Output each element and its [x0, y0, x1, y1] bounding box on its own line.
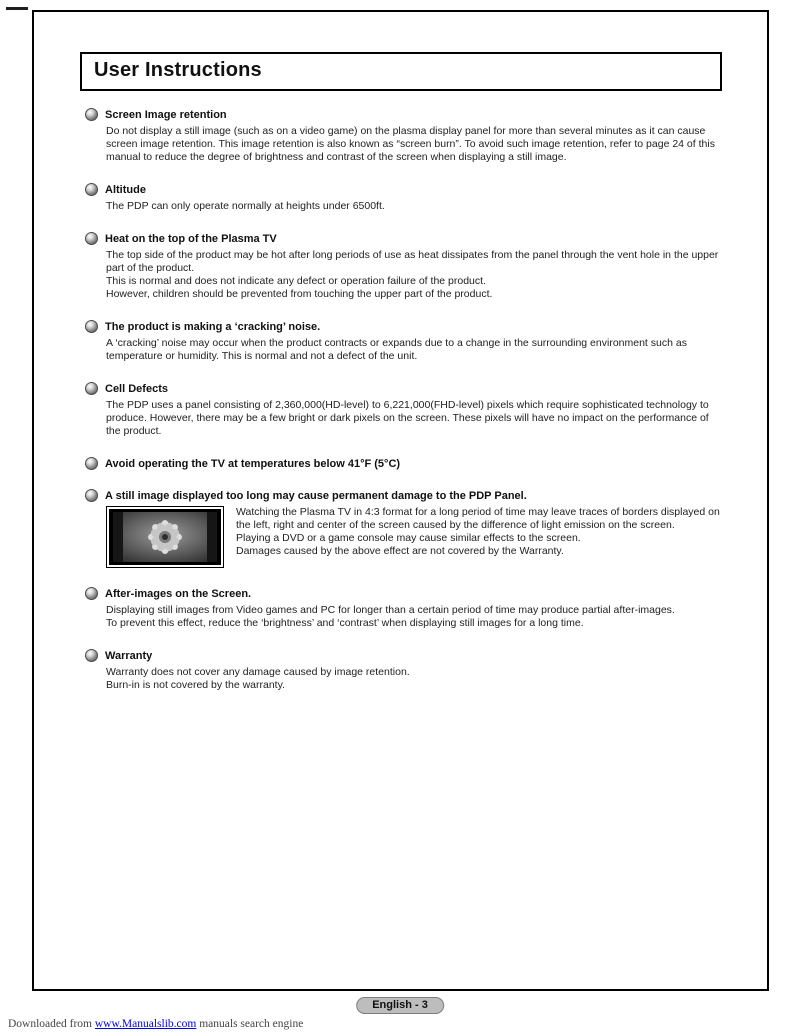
watermark-suffix: manuals search engine — [196, 1018, 304, 1030]
section-paragraphs — [106, 337, 723, 363]
section — [85, 108, 723, 164]
section-heading: Avoid operating the TV at temperatures below 41°F (5°C) — [105, 457, 401, 470]
sphere-bullet-icon — [85, 320, 98, 333]
section — [85, 489, 723, 568]
flower-photo-icon — [109, 509, 221, 565]
watermark-prefix: Downloaded from — [8, 1018, 95, 1030]
scan-mark — [6, 7, 28, 10]
page-frame — [32, 10, 769, 991]
section-head — [85, 587, 723, 600]
section — [85, 232, 723, 301]
section-heading: Screen Image retention — [105, 108, 227, 121]
section — [85, 382, 723, 438]
section-body — [106, 125, 723, 164]
paragraph: To prevent this effect, reduce the ‘brightness’ and ‘contrast’ when displaying still images for a long time. — [106, 617, 584, 629]
section — [85, 183, 723, 213]
sphere-bullet-icon — [85, 457, 98, 470]
section-body — [106, 337, 723, 363]
section-paragraphs — [106, 399, 723, 438]
page-title: User Instructions — [94, 59, 262, 81]
section-paragraphs — [106, 125, 723, 164]
paragraph: Do not display a still image (such as on a video game) on the plasma display panel for more than several minutes as it can cause screen image retention. This image retention is also known as “screen burn”. To avoid such image retention, refer to page 24 of this manual to reduce the degree of brightness and contrast of the screen when displaying a still image. — [106, 125, 715, 163]
section-heading: After-images on the Screen. — [105, 587, 252, 600]
sphere-bullet-icon — [85, 649, 98, 662]
section-head — [85, 457, 723, 470]
section-heading: Warranty — [105, 649, 153, 662]
paragraph: A ‘cracking’ noise may occur when the product contracts or expands due to a change in the surrounding environment such as temperature or humidity. This is normal and not a defect of the unit. — [106, 337, 687, 362]
section-head — [85, 108, 723, 121]
section-paragraphs — [106, 249, 723, 301]
section-paragraphs — [106, 200, 723, 213]
section-heading: Heat on the top of the Plasma TV — [105, 232, 277, 245]
paragraph: The PDP can only operate normally at heights under 6500ft. — [106, 200, 385, 212]
section-body — [106, 604, 723, 630]
paragraph: Damages caused by the above effect are not covered by the Warranty. — [236, 545, 564, 557]
section-paragraphs — [106, 604, 723, 630]
section-paragraphs — [236, 506, 723, 558]
section-heading: A still image displayed too long may cause permanent damage to the PDP Panel. — [105, 489, 527, 502]
section — [85, 649, 723, 692]
section-body — [106, 666, 723, 692]
sphere-bullet-icon — [85, 183, 98, 196]
paragraph: This is normal and does not indicate any defect or operation failure of the product. — [106, 275, 486, 287]
section-body — [106, 506, 723, 568]
paragraph: Displaying still images from Video games and PC for longer than a certain period of time may produce partial after-images. — [106, 604, 675, 616]
section — [85, 587, 723, 630]
section-body — [106, 249, 723, 301]
sphere-bullet-icon — [85, 489, 98, 502]
sections — [85, 108, 723, 692]
page-number-badge: English - 3 — [356, 997, 444, 1014]
section-head — [85, 320, 723, 333]
section — [85, 457, 723, 470]
paragraph: The top side of the product may be hot after long periods of use as heat dissipates from the panel through the vent hole in the upper part of the product. — [106, 249, 719, 274]
paragraph: However, children should be prevented from touching the upper part of the product. — [106, 288, 493, 300]
section-heading: Altitude — [105, 183, 146, 196]
section-head — [85, 382, 723, 395]
section-heading: Cell Defects — [105, 382, 168, 395]
sphere-bullet-icon — [85, 587, 98, 600]
watermark — [8, 1018, 303, 1030]
sphere-bullet-icon — [85, 108, 98, 121]
section-head — [85, 649, 723, 662]
paragraph: Playing a DVD or a game console may cause similar effects to the screen. — [236, 532, 581, 544]
tv-still-image — [106, 506, 224, 568]
paragraph: The PDP uses a panel consisting of 2,360,000(HD-level) to 6,221,000(FHD-level) pixels which require sophisticated technology to produce. However, there may be a few bright or dark pixels on the screen. These pixels will have no impact on the performance of the product. — [106, 399, 709, 437]
sphere-bullet-icon — [85, 382, 98, 395]
title-box — [80, 52, 722, 91]
paragraph: Warranty does not cover any damage caused by image retention. — [106, 666, 410, 678]
paragraph: Burn-in is not covered by the warranty. — [106, 679, 285, 691]
section-body — [106, 399, 723, 438]
paragraph: Watching the Plasma TV in 4:3 format for a long period of time may leave traces of borders displayed on the left, right and center of the screen caused by the difference of light emission on the screen. — [236, 506, 720, 531]
watermark-link[interactable]: www.Manualslib.com — [94, 1018, 197, 1030]
section — [85, 320, 723, 363]
section-body — [106, 200, 723, 213]
section-paragraphs — [106, 666, 723, 692]
section-head — [85, 183, 723, 196]
section-head — [85, 489, 723, 502]
section-heading: The product is making a ‘cracking’ noise. — [105, 320, 321, 333]
sphere-bullet-icon — [85, 232, 98, 245]
section-head — [85, 232, 723, 245]
